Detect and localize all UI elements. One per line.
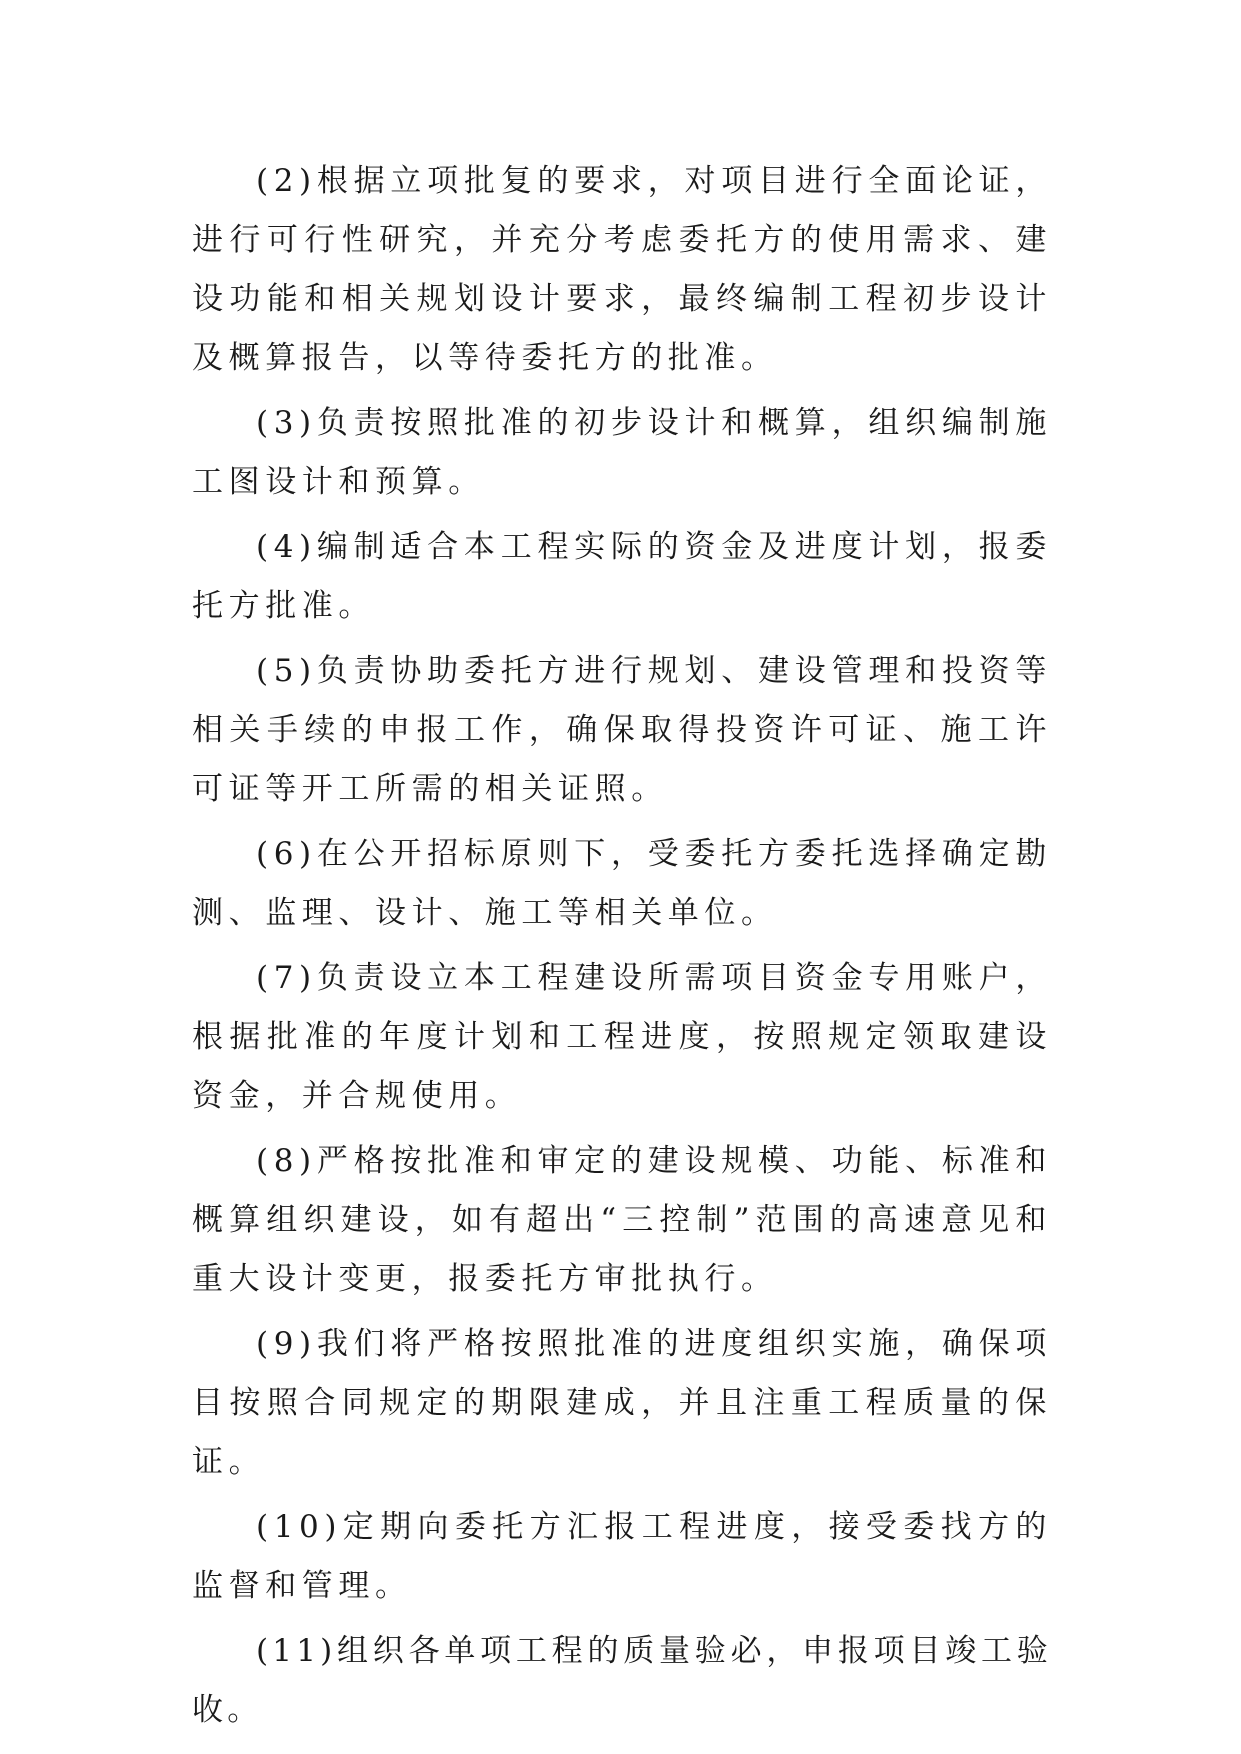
paragraph-item-6: (6)在公开招标原则下，受委托方委托选择确定勘测、监理、设计、施工等相关单位。	[192, 836, 1052, 931]
document-body	[192, 152, 1052, 1746]
paragraph-item-8: (8)严格按批准和审定的建设规模、功能、标准和概算组织建设，如有超出“三控制”范围的高速意见和重大设计变更，报委托方审批执行。	[192, 1143, 1052, 1297]
paragraph-item-10: (10)定期向委托方汇报工程进度，接受委找方的监督和管理。	[192, 1509, 1052, 1604]
paragraph-item-3: (3)负责按照批准的初步设计和概算，组织编制施工图设计和预算。	[192, 405, 1052, 500]
paragraph-item-2: (2)根据立项批复的要求，对项目进行全面论证，进行可行性研究，并充分考虑委托方的使用需求、建设功能和相关规划设计要求，最终编制工程初步设计及概算报告，以等待委托方的批准。	[192, 163, 1052, 376]
paragraph-item-11: (11)组织各单项工程的质量验必，申报项目竣工验收。	[192, 1633, 1052, 1728]
paragraph-item-5: (5)负责协助委托方进行规划、建设管理和投资等相关手续的申报工作，确保取得投资许可证、施工许可证等开工所需的相关证照。	[192, 653, 1052, 807]
paragraph-item-9: (9)我们将严格按照批准的进度组织实施，确保项目按照合同规定的期限建成，并且注重工程质量的保证。	[192, 1326, 1052, 1480]
paragraph-item-7: (7)负责设立本工程建设所需项目资金专用账户，根据批准的年度计划和工程进度，按照规定领取建设资金，并合规使用。	[192, 960, 1052, 1114]
paragraph-item-4: (4)编制适合本工程实际的资金及进度计划，报委托方批准。	[192, 529, 1052, 624]
